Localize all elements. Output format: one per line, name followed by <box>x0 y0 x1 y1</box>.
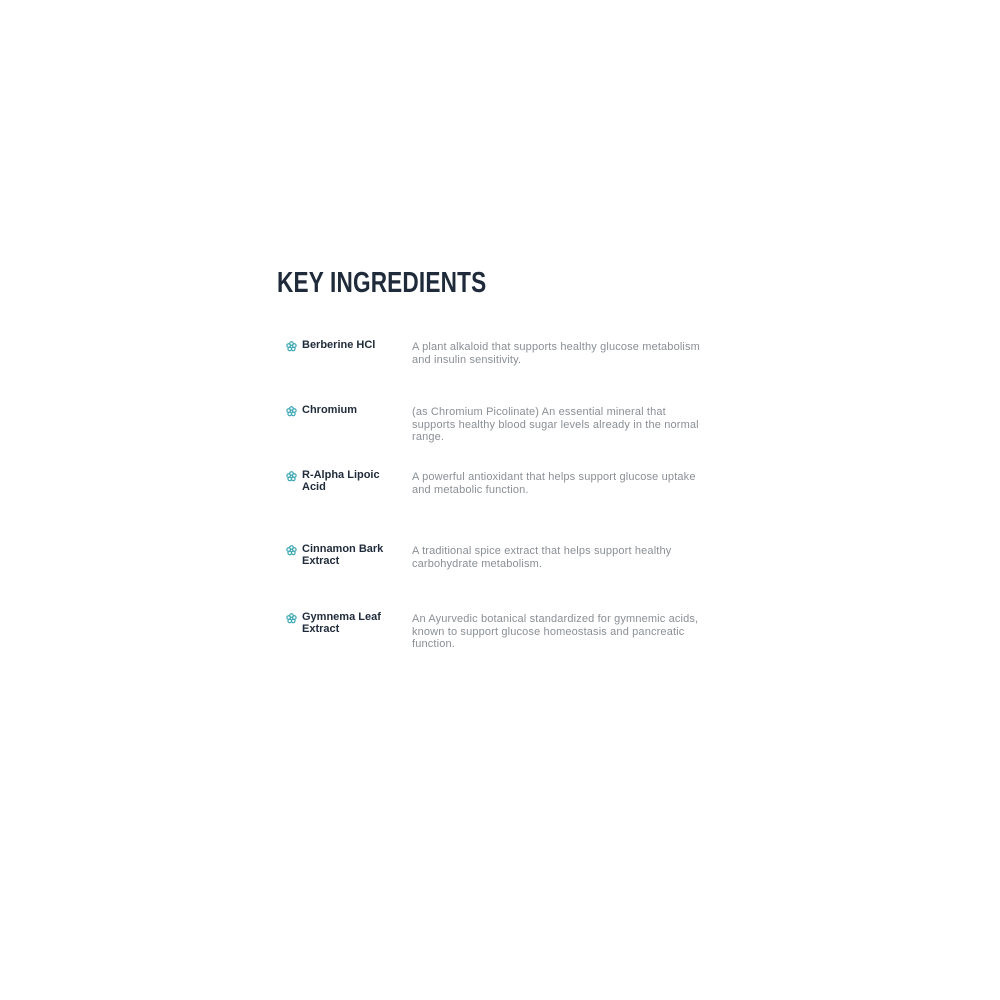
ingredient-name: Berberine HCl <box>302 339 376 351</box>
ingredient-description: A traditional spice extract that helps support healthy carbohydrate metabolism. <box>412 545 672 570</box>
flower-icon <box>286 545 297 556</box>
ingredient-name: Cinnamon Bark Extract <box>302 543 384 567</box>
flower-icon <box>286 406 297 417</box>
flower-icon <box>286 613 297 624</box>
ingredient-description: (as Chromium Picolinate) An essential mineral that supports healthy blood sugar levels already in the normal range. <box>412 406 699 443</box>
ingredient-description: An Ayurvedic botanical standardized for gymnemic acids, known to support glucose homeostasis and pancreatic function. <box>412 613 699 650</box>
ingredient-name: Gymnema Leaf Extract <box>302 611 381 635</box>
ingredient-name: R-Alpha Lipoic Acid <box>302 469 380 493</box>
flower-icon <box>286 471 297 482</box>
ingredient-description: A powerful antioxidant that helps support glucose uptake and metabolic function. <box>412 471 696 496</box>
ingredient-description: A plant alkaloid that supports healthy glucose metabolism and insulin sensitivity. <box>412 341 700 366</box>
ingredient-name: Chromium <box>302 404 357 416</box>
flower-icon <box>286 341 297 352</box>
page-title: KEY INGREDIENTS <box>277 267 487 299</box>
